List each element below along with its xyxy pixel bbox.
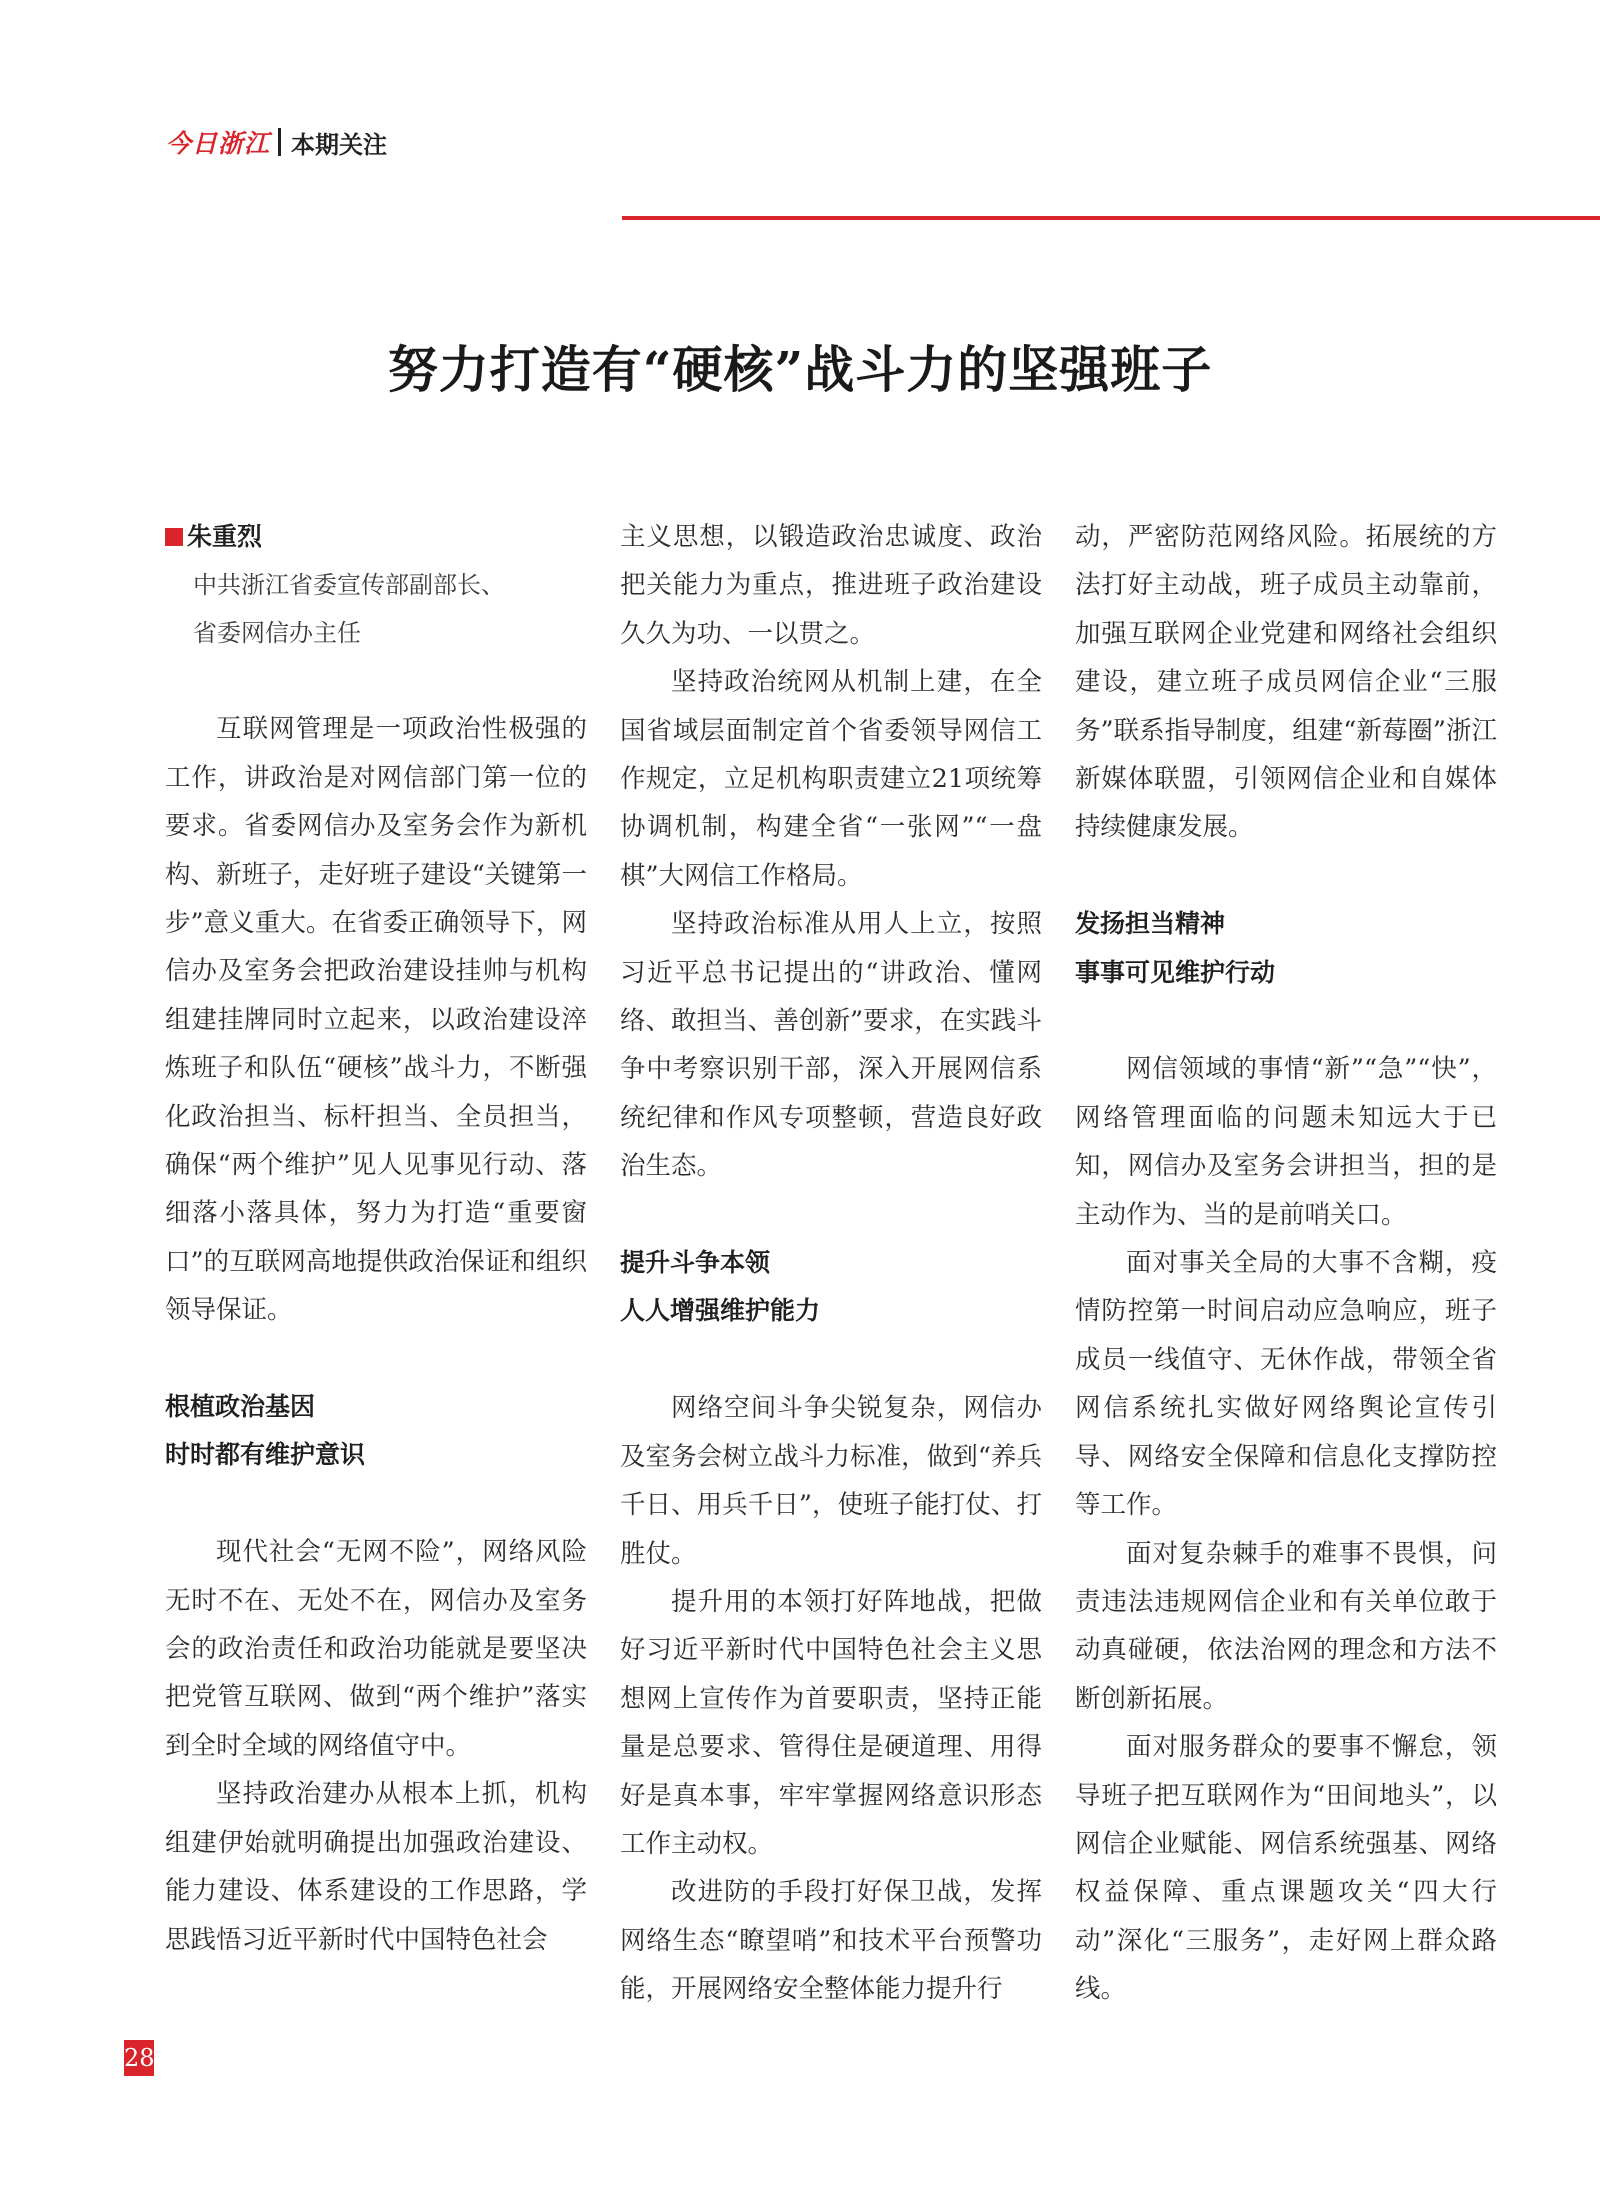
author-name xyxy=(165,513,587,561)
paragraph: 互联网管理是一项政治性极强的工作，讲政治是对网信部门第一位的要求。省委网信办及室务会作为新机构、新班子，走好班子建设“关键第一步”意义重大。在省委正确领导下，网信办及室务会把政治建设挂帅与机构组建挂牌同时立起来，以政治建设淬炼班子和队伍“硬核”战斗力，不断强化政治担当、标杆担当、全员担当，确保“两个维护”见人见事见行动、落细落小落具体，努力为打造“重要窗口”的互联网高地提供政治保证和组织领导保证。 xyxy=(165,714,587,1326)
paragraph: 动，严密防范网络风险。拓展统的方法打好主动战，班子成员主动靠前，加强互联网企业党建和网络社会组织建设，建立班子成员网信企业“三服务”联系指导制度，组建“新莓圈”浙江新媒体联盟，引领网信企业和自媒体持续健康发展。 xyxy=(1075,522,1497,843)
paragraph: 坚持政治建办从根本上抓，机构组建伊始就明确提出加强政治建设、能力建设、体系建设的工作思路，学思践悟习近平新时代中国特色社会 xyxy=(165,1779,587,1955)
spacer xyxy=(165,1480,587,1528)
paragraph: 面对复杂棘手的难事不畏惧，问责违法违规网信企业和有关单位敢于动真碰硬，依法治网的理念和方法不断创新拓展。 xyxy=(1075,1538,1497,1714)
column-3 xyxy=(1075,513,1497,2014)
column-2 xyxy=(620,513,1042,2014)
section-label: 本期关注 xyxy=(291,130,388,159)
subheading: 根植政治基因 xyxy=(165,1392,316,1422)
author-marker xyxy=(165,528,183,546)
header-divider xyxy=(278,128,281,156)
spacer xyxy=(620,1191,1042,1239)
column-1 xyxy=(165,513,587,1964)
spacer xyxy=(165,1335,587,1383)
spacer xyxy=(1075,997,1497,1045)
author-role-line-1: 中共浙江省委宣传部副部长、 xyxy=(193,571,505,599)
spacer xyxy=(1075,852,1497,900)
subheading: 事事可见维护行动 xyxy=(1075,957,1276,987)
paragraph: 现代社会“无网不险”，网络风险无时不在、无处不在，网信办及室务会的政治责任和政治功能就是要坚决把党管互联网、做到“两个维护”落实到全时全域的网络值守中。 xyxy=(165,1537,587,1761)
paragraph: 主义思想，以锻造政治忠诚度、政治把关能力为重点，推进班子政治建设久久为功、一以贯之。 xyxy=(620,522,1042,649)
paragraph: 坚持政治标准从用人上立，按照习近平总书记提出的“讲政治、懂网络、敢担当、善创新”要求，在实践斗争中考察识别干部，深入开展网信系统纪律和作风专项整顿，营造良好政治生态。 xyxy=(620,909,1042,1182)
paragraph: 网络空间斗争尖锐复杂，网信办及室务会树立战斗力标准，做到“养兵千日、用兵千日”，使班子能打仗、打胜仗。 xyxy=(620,1393,1042,1569)
subheading: 提升斗争本领 xyxy=(620,1248,771,1278)
subheading: 发扬担当精神 xyxy=(1075,909,1226,939)
page-number: 28 xyxy=(124,2040,154,2076)
paragraph: 网信领域的事情“新”“急”“快”，网络管理面临的问题未知远大于已知，网信办及室务会讲担当，担的是主动作为、当的是前哨关口。 xyxy=(1075,1054,1497,1230)
header-rule xyxy=(622,216,1600,220)
paragraph: 提升用的本领打好阵地战，把做好习近平新时代中国特色社会主义思想网上宣传作为首要职责，坚持正能量是总要求、管得住是硬道理、用得好是真本事，牢牢掌握网络意识形态工作主动权。 xyxy=(620,1586,1042,1859)
spacer xyxy=(620,1336,1042,1384)
paragraph: 坚持政治统网从机制上建，在全国省域层面制定首个省委领导网信工作规定，立足机构职责建立21项统筹协调机制，构建全省“一张网”“一盘棋”大网信工作格局。 xyxy=(620,667,1042,891)
author-role-line-2: 省委网信办主任 xyxy=(193,619,361,647)
paragraph: 面对服务群众的要事不懈怠，领导班子把互联网作为“田间地头”，以网信企业赋能、网信系统强基、网络权益保障、重点课题攻关“四大行动”深化“三服务”，走好网上群众路线。 xyxy=(1075,1732,1497,2005)
spacer xyxy=(165,657,587,705)
page-header xyxy=(166,122,387,162)
subheading: 人人增强维护能力 xyxy=(620,1296,821,1326)
author-name-text: 朱重烈 xyxy=(187,522,263,551)
subheading: 时时都有维护意识 xyxy=(165,1440,366,1470)
magazine-logo: 今日浙江 xyxy=(166,129,271,158)
paragraph: 改进防的手段打好保卫战，发挥网络生态“瞭望哨”和技术平台预警功能，开展网络安全整体能力提升行 xyxy=(620,1877,1042,2005)
article-title: 努力打造有“硬核”战斗力的坚强班子 xyxy=(387,340,1213,399)
paragraph: 面对事关全局的大事不含糊，疫情防控第一时间启动应急响应，班子成员一线值守、无休作战，带领全省网信系统扎实做好网络舆论宣传引导、网络安全保障和信息化支撑防控等工作。 xyxy=(1075,1248,1497,1521)
